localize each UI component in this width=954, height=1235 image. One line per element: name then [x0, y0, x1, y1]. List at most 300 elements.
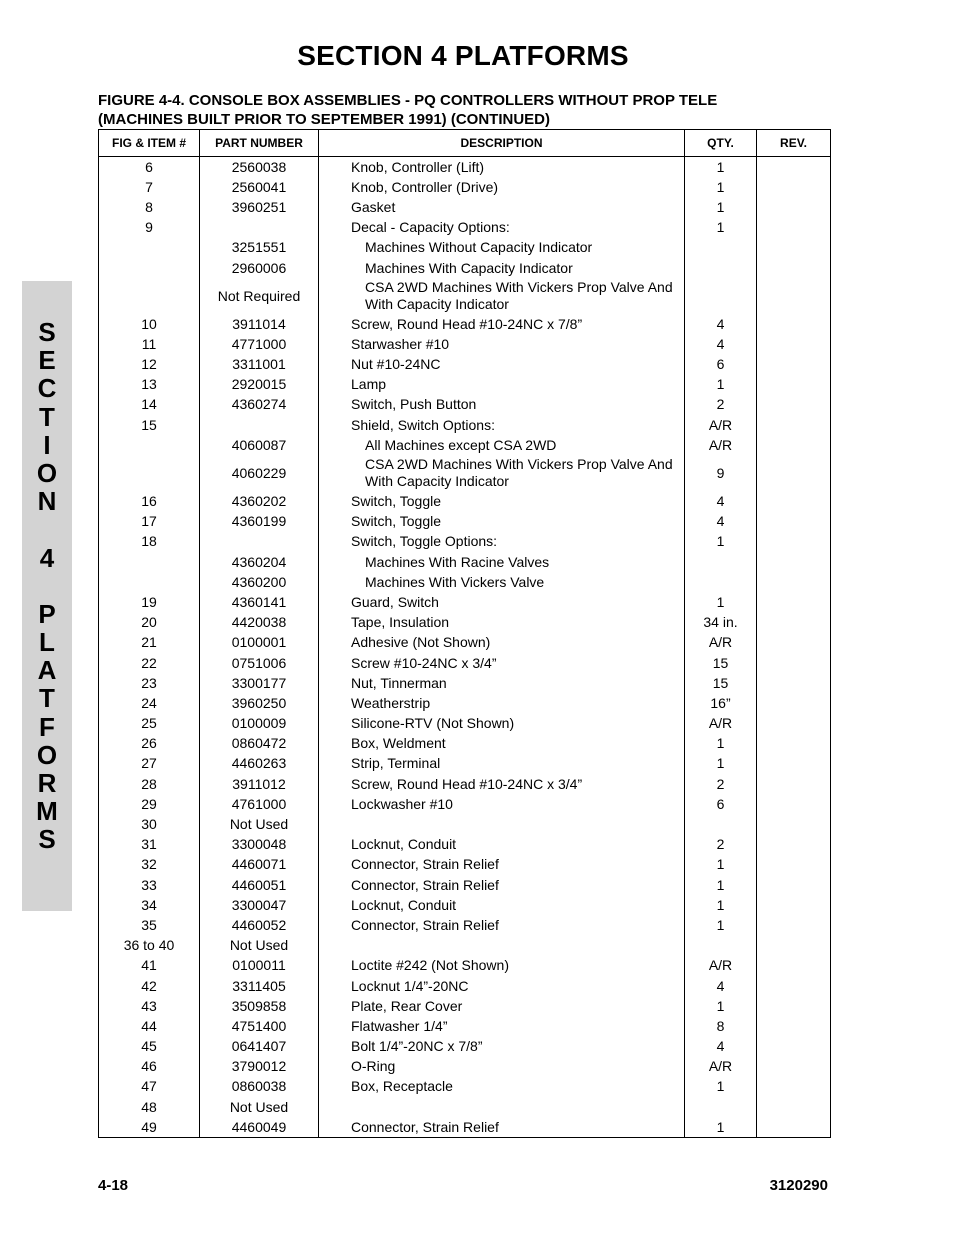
rev-cell: [757, 157, 831, 178]
qty-cell: 1: [685, 532, 757, 552]
fig-item-cell: [99, 278, 200, 314]
description-cell: Knob, Controller (Lift): [319, 157, 685, 178]
table-row: [99, 512, 831, 532]
part-number-cell: 3790012: [200, 1057, 319, 1077]
description-cell: Lamp: [319, 375, 685, 395]
qty-cell: 1: [685, 1077, 757, 1097]
part-number-cell: 4460071: [200, 855, 319, 875]
side-tab-letter: T: [39, 683, 55, 714]
description-cell: Weatherstrip: [319, 693, 685, 713]
part-number-cell: 4460052: [200, 915, 319, 935]
fig-item-cell: 16: [99, 491, 200, 511]
description-cell: Bolt 1/4”-20NC x 7/8”: [319, 1037, 685, 1057]
fig-item-cell: 32: [99, 855, 200, 875]
rev-cell: [757, 895, 831, 915]
description-cell: Lockwasher #10: [319, 794, 685, 814]
fig-item-cell: 33: [99, 875, 200, 895]
rev-cell: [757, 915, 831, 935]
side-tab-letter: 4: [39, 542, 55, 573]
qty-cell: 2: [685, 774, 757, 794]
description-cell: Screw, Round Head #10-24NC x 3/4”: [319, 774, 685, 794]
table-row: [99, 218, 831, 238]
table-row: [99, 278, 831, 314]
rev-cell: [757, 1097, 831, 1117]
rev-cell: [757, 835, 831, 855]
fig-item-cell: 44: [99, 1016, 200, 1036]
part-number-cell: 4360202: [200, 491, 319, 511]
part-number-cell: 3300048: [200, 835, 319, 855]
qty-cell: 4: [685, 512, 757, 532]
qty-cell: [685, 258, 757, 278]
part-number-cell: 4060229: [200, 455, 319, 491]
fig-item-cell: 30: [99, 814, 200, 834]
side-tab-letter: A: [37, 655, 57, 686]
part-number-cell: 4761000: [200, 794, 319, 814]
part-number-cell: 0751006: [200, 653, 319, 673]
table-row: [99, 355, 831, 375]
part-number-cell: 3300177: [200, 673, 319, 693]
qty-cell: [685, 572, 757, 592]
qty-cell: A/R: [685, 435, 757, 455]
rev-cell: [757, 177, 831, 197]
description-cell: CSA 2WD Machines With Vickers Prop Valve And With Capacity Indicator: [319, 278, 685, 314]
table-row: [99, 653, 831, 673]
rev-cell: [757, 774, 831, 794]
fig-item-cell: 27: [99, 754, 200, 774]
side-tab-letter: S: [38, 824, 56, 855]
qty-cell: 1: [685, 754, 757, 774]
side-tab-letter: E: [38, 345, 56, 376]
fig-item-cell: 26: [99, 734, 200, 754]
side-tab-letter: N: [37, 486, 57, 517]
part-number-cell: Not Used: [200, 936, 319, 956]
rev-cell: [757, 238, 831, 258]
description-cell: Plate, Rear Cover: [319, 996, 685, 1016]
description-cell: Machines Without Capacity Indicator: [319, 238, 685, 258]
part-number-cell: 2920015: [200, 375, 319, 395]
fig-item-cell: 34: [99, 895, 200, 915]
fig-item-cell: 25: [99, 714, 200, 734]
part-number-cell: 0100011: [200, 956, 319, 976]
description-cell: O-Ring: [319, 1057, 685, 1077]
fig-item-cell: 15: [99, 415, 200, 435]
rev-cell: [757, 1016, 831, 1036]
description-cell: [319, 814, 685, 834]
figure-title-line-2: (MACHINES BUILT PRIOR TO SEPTEMBER 1991) (CONTINUED): [98, 111, 550, 128]
rev-cell: [757, 1077, 831, 1097]
rev-cell: [757, 633, 831, 653]
description-cell: Switch, Toggle: [319, 491, 685, 511]
table-row: [99, 314, 831, 334]
fig-item-cell: 31: [99, 835, 200, 855]
qty-cell: 4: [685, 334, 757, 354]
fig-item-cell: 43: [99, 996, 200, 1016]
qty-cell: A/R: [685, 1057, 757, 1077]
table-header-row: [99, 130, 831, 157]
part-number-cell: 4360199: [200, 512, 319, 532]
fig-item-cell: 18: [99, 532, 200, 552]
part-number-cell: 4460049: [200, 1117, 319, 1138]
fig-item-cell: 28: [99, 774, 200, 794]
table-row: [99, 774, 831, 794]
header-fig-item: FIG & ITEM #: [99, 130, 200, 157]
fig-item-cell: 10: [99, 314, 200, 334]
table-row: [99, 1097, 831, 1117]
table-row: [99, 915, 831, 935]
description-cell: Shield, Switch Options:: [319, 415, 685, 435]
part-number-cell: Not Used: [200, 1097, 319, 1117]
part-number-cell: [200, 532, 319, 552]
description-cell: [319, 1097, 685, 1117]
header-part-number: PART NUMBER: [200, 130, 319, 157]
table-row: [99, 455, 831, 491]
side-tab-letter: O: [36, 739, 58, 770]
fig-item-cell: 46: [99, 1057, 200, 1077]
table-row: [99, 395, 831, 415]
fig-item-cell: 49: [99, 1117, 200, 1138]
description-cell: Box, Receptacle: [319, 1077, 685, 1097]
qty-cell: 1: [685, 915, 757, 935]
description-cell: Switch, Push Button: [319, 395, 685, 415]
table-row: [99, 936, 831, 956]
qty-cell: 1: [685, 1117, 757, 1138]
fig-item-cell: 35: [99, 915, 200, 935]
header-rev: REV.: [757, 130, 831, 157]
part-number-cell: [200, 218, 319, 238]
part-number-cell: 4751400: [200, 1016, 319, 1036]
part-number-cell: 2560038: [200, 157, 319, 178]
description-cell: Knob, Controller (Drive): [319, 177, 685, 197]
part-number-cell: 3311001: [200, 355, 319, 375]
description-cell: Guard, Switch: [319, 592, 685, 612]
side-tab-letter: L: [39, 627, 55, 658]
description-cell: [319, 936, 685, 956]
table-row: [99, 334, 831, 354]
rev-cell: [757, 218, 831, 238]
description-cell: Connector, Strain Relief: [319, 1117, 685, 1138]
rev-cell: [757, 996, 831, 1016]
qty-cell: 1: [685, 592, 757, 612]
side-tab-letter: T: [39, 401, 55, 432]
part-number-cell: 3251551: [200, 238, 319, 258]
description-cell: Switch, Toggle: [319, 512, 685, 532]
section-side-tab: [22, 281, 72, 911]
table-row: [99, 238, 831, 258]
rev-cell: [757, 754, 831, 774]
part-number-cell: Not Required: [200, 278, 319, 314]
table-row: [99, 754, 831, 774]
fig-item-cell: 45: [99, 1037, 200, 1057]
table-row: [99, 875, 831, 895]
description-cell: Machines With Vickers Valve: [319, 572, 685, 592]
rev-cell: [757, 673, 831, 693]
qty-cell: 6: [685, 355, 757, 375]
qty-cell: 4: [685, 976, 757, 996]
description-cell: Box, Weldment: [319, 734, 685, 754]
table-row: [99, 1077, 831, 1097]
qty-cell: 4: [685, 491, 757, 511]
rev-cell: [757, 532, 831, 552]
part-number-cell: 3960250: [200, 693, 319, 713]
figure-title-line-1: FIGURE 4-4. CONSOLE BOX ASSEMBLIES - PQ CONTROLLERS WITHOUT PROP TELE: [98, 92, 718, 109]
qty-cell: A/R: [685, 415, 757, 435]
fig-item-cell: 47: [99, 1077, 200, 1097]
fig-item-cell: [99, 238, 200, 258]
qty-cell: [685, 814, 757, 834]
rev-cell: [757, 355, 831, 375]
description-cell: Locknut, Conduit: [319, 895, 685, 915]
description-cell: Adhesive (Not Shown): [319, 633, 685, 653]
table-row: [99, 794, 831, 814]
part-number-cell: 4420038: [200, 613, 319, 633]
part-number-cell: 0641407: [200, 1037, 319, 1057]
fig-item-cell: 41: [99, 956, 200, 976]
description-cell: Connector, Strain Relief: [319, 915, 685, 935]
qty-cell: 2: [685, 395, 757, 415]
fig-item-cell: 13: [99, 375, 200, 395]
description-cell: All Machines except CSA 2WD: [319, 435, 685, 455]
description-cell: Connector, Strain Relief: [319, 855, 685, 875]
qty-cell: 16”: [685, 693, 757, 713]
fig-item-cell: 21: [99, 633, 200, 653]
part-number-cell: 3509858: [200, 996, 319, 1016]
table-row: [99, 258, 831, 278]
part-number-cell: 3300047: [200, 895, 319, 915]
fig-item-cell: [99, 258, 200, 278]
description-cell: Loctite #242 (Not Shown): [319, 956, 685, 976]
rev-cell: [757, 814, 831, 834]
rev-cell: [757, 956, 831, 976]
side-tab-letter: C: [37, 373, 57, 404]
rev-cell: [757, 258, 831, 278]
rev-cell: [757, 794, 831, 814]
part-number-cell: 4360274: [200, 395, 319, 415]
side-tab-letter: F: [39, 711, 55, 742]
fig-item-cell: 12: [99, 355, 200, 375]
table-row: [99, 197, 831, 217]
qty-cell: 6: [685, 794, 757, 814]
description-cell: Decal - Capacity Options:: [319, 218, 685, 238]
table-row: [99, 572, 831, 592]
description-cell: Nut, Tinnerman: [319, 673, 685, 693]
qty-cell: 1: [685, 177, 757, 197]
fig-item-cell: 19: [99, 592, 200, 612]
description-cell: Switch, Toggle Options:: [319, 532, 685, 552]
qty-cell: [685, 552, 757, 572]
table-row: [99, 633, 831, 653]
table-row: [99, 491, 831, 511]
side-tab-letter: O: [36, 457, 58, 488]
part-number-cell: 4771000: [200, 334, 319, 354]
rev-cell: [757, 1057, 831, 1077]
part-number-cell: 2960006: [200, 258, 319, 278]
description-cell: Gasket: [319, 197, 685, 217]
qty-cell: 1: [685, 996, 757, 1016]
rev-cell: [757, 314, 831, 334]
table-row: [99, 1016, 831, 1036]
qty-cell: [685, 278, 757, 314]
fig-item-cell: 11: [99, 334, 200, 354]
table-row: [99, 1117, 831, 1138]
parts-table: [98, 129, 831, 1138]
table-row: [99, 435, 831, 455]
side-tab-letter: P: [38, 598, 56, 629]
rev-cell: [757, 334, 831, 354]
table-row: [99, 714, 831, 734]
part-number-cell: Not Used: [200, 814, 319, 834]
table-row: [99, 835, 831, 855]
description-cell: Machines With Capacity Indicator: [319, 258, 685, 278]
rev-cell: [757, 1037, 831, 1057]
description-cell: Machines With Racine Valves: [319, 552, 685, 572]
qty-cell: 1: [685, 218, 757, 238]
description-cell: Locknut, Conduit: [319, 835, 685, 855]
description-cell: Starwasher #10: [319, 334, 685, 354]
side-tab-letter: S: [38, 317, 56, 347]
side-tab-letter: R: [37, 768, 57, 798]
rev-cell: [757, 613, 831, 633]
table-row: [99, 976, 831, 996]
rev-cell: [757, 592, 831, 612]
fig-item-cell: [99, 572, 200, 592]
qty-cell: [685, 238, 757, 258]
fig-item-cell: 6: [99, 157, 200, 178]
part-number-cell: 3911014: [200, 314, 319, 334]
fig-item-cell: 8: [99, 197, 200, 217]
qty-cell: 1: [685, 855, 757, 875]
part-number-cell: 4460051: [200, 875, 319, 895]
part-number-cell: 3311405: [200, 976, 319, 996]
table-row: [99, 1037, 831, 1057]
table-row: [99, 814, 831, 834]
fig-item-cell: [99, 435, 200, 455]
part-number-cell: 3960251: [200, 197, 319, 217]
side-tab-letter: M: [36, 796, 58, 827]
part-number-cell: 4360141: [200, 592, 319, 612]
qty-cell: 4: [685, 314, 757, 334]
part-number-cell: 0100009: [200, 714, 319, 734]
rev-cell: [757, 734, 831, 754]
rev-cell: [757, 395, 831, 415]
parts-table-body: [99, 157, 831, 1138]
document-number: 3120290: [769, 1177, 828, 1194]
rev-cell: [757, 693, 831, 713]
fig-item-cell: 22: [99, 653, 200, 673]
fig-item-cell: 20: [99, 613, 200, 633]
table-row: [99, 855, 831, 875]
part-number-cell: 3911012: [200, 774, 319, 794]
qty-cell: 4: [685, 1037, 757, 1057]
qty-cell: 1: [685, 875, 757, 895]
rev-cell: [757, 875, 831, 895]
fig-item-cell: 36 to 40: [99, 936, 200, 956]
part-number-cell: 4060087: [200, 435, 319, 455]
table-row: [99, 415, 831, 435]
part-number-cell: 4460263: [200, 754, 319, 774]
table-row: [99, 693, 831, 713]
qty-cell: 9: [685, 455, 757, 491]
rev-cell: [757, 455, 831, 491]
fig-item-cell: 9: [99, 218, 200, 238]
table-row: [99, 613, 831, 633]
part-number-cell: 2560041: [200, 177, 319, 197]
fig-item-cell: 42: [99, 976, 200, 996]
qty-cell: [685, 936, 757, 956]
table-row: [99, 552, 831, 572]
rev-cell: [757, 552, 831, 572]
table-row: [99, 532, 831, 552]
fig-item-cell: 17: [99, 512, 200, 532]
description-cell: Flatwasher 1/4”: [319, 1016, 685, 1036]
description-cell: Screw #10-24NC x 3/4”: [319, 653, 685, 673]
figure-title: [98, 91, 838, 129]
table-row: [99, 734, 831, 754]
qty-cell: 15: [685, 673, 757, 693]
part-number-cell: 4360204: [200, 552, 319, 572]
qty-cell: 15: [685, 653, 757, 673]
qty-cell: 1: [685, 895, 757, 915]
header-qty: QTY.: [685, 130, 757, 157]
part-number-cell: 4360200: [200, 572, 319, 592]
rev-cell: [757, 278, 831, 314]
rev-cell: [757, 714, 831, 734]
description-cell: Silicone-RTV (Not Shown): [319, 714, 685, 734]
qty-cell: 2: [685, 835, 757, 855]
table-row: [99, 1057, 831, 1077]
part-number-cell: [200, 415, 319, 435]
rev-cell: [757, 936, 831, 956]
part-number-cell: 0100001: [200, 633, 319, 653]
header-description: DESCRIPTION: [319, 130, 685, 157]
description-cell: Screw, Round Head #10-24NC x 7/8”: [319, 314, 685, 334]
table-row: [99, 895, 831, 915]
fig-item-cell: 29: [99, 794, 200, 814]
side-tab-letter: I: [43, 429, 51, 460]
table-row: [99, 956, 831, 976]
qty-cell: A/R: [685, 714, 757, 734]
qty-cell: A/R: [685, 633, 757, 653]
table-row: [99, 177, 831, 197]
fig-item-cell: 48: [99, 1097, 200, 1117]
rev-cell: [757, 375, 831, 395]
fig-item-cell: 24: [99, 693, 200, 713]
section-title: SECTION 4 PLATFORMS: [297, 40, 629, 71]
description-cell: Locknut 1/4”-20NC: [319, 976, 685, 996]
qty-cell: 1: [685, 157, 757, 178]
fig-item-cell: 14: [99, 395, 200, 415]
part-number-cell: 0860472: [200, 734, 319, 754]
rev-cell: [757, 1117, 831, 1138]
rev-cell: [757, 415, 831, 435]
rev-cell: [757, 653, 831, 673]
fig-item-cell: [99, 552, 200, 572]
table-row: [99, 673, 831, 693]
rev-cell: [757, 435, 831, 455]
qty-cell: 1: [685, 375, 757, 395]
table-row: [99, 996, 831, 1016]
description-cell: Strip, Terminal: [319, 754, 685, 774]
description-cell: Tape, Insulation: [319, 613, 685, 633]
fig-item-cell: 23: [99, 673, 200, 693]
part-number-cell: 0860038: [200, 1077, 319, 1097]
fig-item-cell: [99, 455, 200, 491]
qty-cell: 34 in.: [685, 613, 757, 633]
rev-cell: [757, 197, 831, 217]
qty-cell: 8: [685, 1016, 757, 1036]
description-cell: CSA 2WD Machines With Vickers Prop Valve And With Capacity Indicator: [319, 455, 685, 491]
rev-cell: [757, 572, 831, 592]
page-number: 4-18: [98, 1177, 129, 1194]
